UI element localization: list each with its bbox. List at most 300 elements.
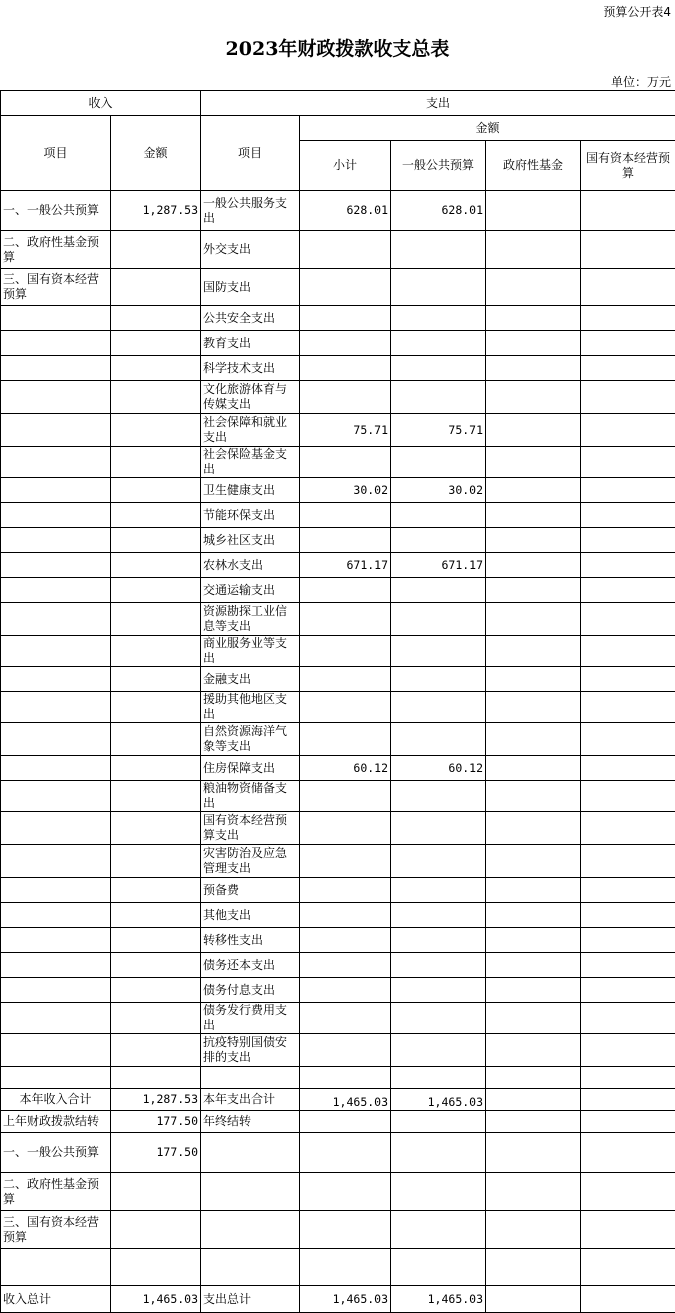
table-row [1, 447, 675, 478]
expense-subtotal [300, 978, 391, 1003]
expense-gov-fund [486, 503, 581, 528]
empty-cell [486, 1286, 581, 1313]
expense-general [391, 1003, 486, 1034]
expense-state-capital [581, 381, 675, 414]
income-item [1, 528, 111, 553]
expense-gov-fund [486, 1003, 581, 1034]
year-expense-general: 1,465.03 [391, 1089, 486, 1111]
total-row [1, 1133, 675, 1173]
income-item [1, 603, 111, 636]
header-income-item: 项目 [1, 116, 111, 191]
income-item: 一、一般公共预算 [1, 191, 111, 231]
income-item [1, 1034, 111, 1067]
empty-cell [581, 1211, 675, 1249]
income-item [1, 756, 111, 781]
expense-gov-fund [486, 478, 581, 503]
income-item [1, 578, 111, 603]
expense-state-capital [581, 269, 675, 306]
expense-state-capital [581, 528, 675, 553]
expense-gov-fund [486, 978, 581, 1003]
expense-general [391, 447, 486, 478]
finance-table [0, 90, 675, 1313]
table-row [1, 692, 675, 723]
expense-item: 社会保险基金支出 [201, 447, 300, 478]
header-subtotal: 小计 [300, 141, 391, 191]
income-item [1, 845, 111, 878]
expense-gov-fund [486, 928, 581, 953]
expense-gov-fund [486, 723, 581, 756]
expense-general [391, 528, 486, 553]
corner-label: 预算公开表4 [603, 3, 671, 20]
empty-cell [581, 1089, 675, 1111]
total-row [1, 1111, 675, 1133]
expense-general [391, 903, 486, 928]
header-income: 收入 [1, 91, 201, 116]
expense-general: 60.12 [391, 756, 486, 781]
expense-gov-fund [486, 667, 581, 692]
income-amount [111, 578, 201, 603]
empty-cell [300, 1111, 391, 1133]
expense-general [391, 331, 486, 356]
table-row [1, 503, 675, 528]
income-amount [111, 978, 201, 1003]
table-row [1, 414, 675, 447]
table-row [1, 903, 675, 928]
total-row [1, 1286, 675, 1313]
expense-subtotal [300, 231, 391, 269]
header-expense: 支出 [201, 91, 675, 116]
income-amount [111, 756, 201, 781]
expense-general [391, 812, 486, 845]
empty-cell [300, 1133, 391, 1173]
empty-cell [486, 1111, 581, 1133]
carry-amount: 177.50 [111, 1111, 201, 1133]
income-item [1, 1067, 111, 1089]
expense-state-capital [581, 692, 675, 723]
expense-gov-fund [486, 756, 581, 781]
expense-general [391, 845, 486, 878]
expense-gov-fund [486, 306, 581, 331]
expense-gov-fund [486, 269, 581, 306]
income-item [1, 503, 111, 528]
expense-state-capital [581, 845, 675, 878]
expense-general: 75.71 [391, 414, 486, 447]
income-amount [111, 636, 201, 667]
expense-general [391, 953, 486, 978]
carry-label: 上年财政拨款结转 [1, 1111, 111, 1133]
empty-cell [581, 1111, 675, 1133]
income-amount [111, 331, 201, 356]
expense-subtotal [300, 1003, 391, 1034]
expense-item: 债务发行费用支出 [201, 1003, 300, 1034]
year-income-label: 本年收入合计 [1, 1089, 111, 1111]
expense-item: 商业服务业等支出 [201, 636, 300, 667]
expense-item: 其他支出 [201, 903, 300, 928]
expense-item: 预备费 [201, 878, 300, 903]
income-amount [111, 414, 201, 447]
income-amount [111, 953, 201, 978]
income-item [1, 903, 111, 928]
expense-state-capital [581, 667, 675, 692]
empty-cell [581, 1249, 675, 1286]
income-amount [111, 928, 201, 953]
income-amount [111, 812, 201, 845]
expense-state-capital [581, 231, 675, 269]
expense-subtotal [300, 812, 391, 845]
income-item [1, 667, 111, 692]
expense-gov-fund [486, 781, 581, 812]
expense-item: 粮油物资储备支出 [201, 781, 300, 812]
expense-item: 一般公共服务支出 [201, 191, 300, 231]
table-row [1, 231, 675, 269]
income-amount [111, 503, 201, 528]
expense-subtotal [300, 781, 391, 812]
income-amount [111, 478, 201, 503]
expense-gov-fund [486, 578, 581, 603]
empty-cell [581, 1173, 675, 1211]
expense-gov-fund [486, 636, 581, 667]
table-row [1, 306, 675, 331]
table-row [1, 381, 675, 414]
table-row [1, 928, 675, 953]
income-item [1, 692, 111, 723]
year-income-amount: 1,287.53 [111, 1089, 201, 1111]
income-item [1, 1003, 111, 1034]
expense-general [391, 231, 486, 269]
empty-cell [391, 1249, 486, 1286]
expense-gov-fund [486, 191, 581, 231]
expense-general [391, 356, 486, 381]
empty-cell [391, 1133, 486, 1173]
table-row [1, 578, 675, 603]
expense-item: 国有资本经营预算支出 [201, 812, 300, 845]
income-amount [111, 723, 201, 756]
income-item [1, 878, 111, 903]
expense-item: 城乡社区支出 [201, 528, 300, 553]
carry-general-amount: 177.50 [111, 1133, 201, 1173]
expense-subtotal: 60.12 [300, 756, 391, 781]
empty-cell [391, 1173, 486, 1211]
expense-general [391, 978, 486, 1003]
expense-general [391, 306, 486, 331]
expense-subtotal [300, 1067, 391, 1089]
income-amount [111, 603, 201, 636]
expense-general [391, 603, 486, 636]
expense-general [391, 1034, 486, 1067]
empty-cell [201, 1211, 300, 1249]
expense-subtotal [300, 503, 391, 528]
expense-state-capital [581, 447, 675, 478]
table-row [1, 978, 675, 1003]
income-amount [111, 1003, 201, 1034]
empty-cell [201, 1173, 300, 1211]
expense-gov-fund [486, 1067, 581, 1089]
expense-state-capital [581, 478, 675, 503]
expense-subtotal [300, 447, 391, 478]
expense-subtotal [300, 903, 391, 928]
expense-subtotal: 75.71 [300, 414, 391, 447]
income-amount [111, 1067, 201, 1089]
expense-subtotal: 671.17 [300, 553, 391, 578]
empty-cell [391, 1211, 486, 1249]
expense-item: 卫生健康支出 [201, 478, 300, 503]
expense-subtotal [300, 1034, 391, 1067]
expense-general [391, 578, 486, 603]
expense-subtotal [300, 528, 391, 553]
empty-cell [391, 1111, 486, 1133]
income-amount [111, 1034, 201, 1067]
expense-general [391, 723, 486, 756]
expense-subtotal [300, 928, 391, 953]
table-row [1, 1067, 675, 1089]
table-row [1, 478, 675, 503]
table-row [1, 1034, 675, 1067]
grand-expense-label: 支出总计 [201, 1286, 300, 1313]
expense-subtotal [300, 636, 391, 667]
income-amount: 1,287.53 [111, 191, 201, 231]
expense-subtotal [300, 667, 391, 692]
income-item [1, 381, 111, 414]
expense-subtotal: 628.01 [300, 191, 391, 231]
expense-general: 671.17 [391, 553, 486, 578]
empty-cell [111, 1249, 201, 1286]
expense-general [391, 1067, 486, 1089]
income-item [1, 636, 111, 667]
expense-general [391, 636, 486, 667]
expense-item: 社会保障和就业支出 [201, 414, 300, 447]
income-amount [111, 553, 201, 578]
expense-state-capital [581, 1003, 675, 1034]
expense-general: 30.02 [391, 478, 486, 503]
header-general-budget: 一般公共预算 [391, 141, 486, 191]
expense-item [201, 1067, 300, 1089]
table-row [1, 845, 675, 878]
expense-item: 教育支出 [201, 331, 300, 356]
expense-gov-fund [486, 812, 581, 845]
expense-item: 公共安全支出 [201, 306, 300, 331]
expense-state-capital [581, 1034, 675, 1067]
income-item [1, 953, 111, 978]
expense-item: 节能环保支出 [201, 503, 300, 528]
table-row [1, 953, 675, 978]
income-amount [111, 269, 201, 306]
year-expense-label: 本年支出合计 [201, 1089, 300, 1111]
expense-subtotal [300, 356, 391, 381]
expense-state-capital [581, 1067, 675, 1089]
expense-state-capital [581, 331, 675, 356]
empty-cell [581, 1133, 675, 1173]
expense-state-capital [581, 723, 675, 756]
empty-cell [111, 1173, 201, 1211]
income-item [1, 306, 111, 331]
income-item [1, 356, 111, 381]
expense-state-capital [581, 636, 675, 667]
grand-income-amount: 1,465.03 [111, 1286, 201, 1313]
expense-gov-fund [486, 903, 581, 928]
expense-item: 抗疫特别国债安排的支出 [201, 1034, 300, 1067]
table-row [1, 356, 675, 381]
table-row [1, 723, 675, 756]
expense-subtotal [300, 578, 391, 603]
expense-subtotal [300, 381, 391, 414]
total-row [1, 1089, 675, 1111]
table-row [1, 553, 675, 578]
expense-gov-fund [486, 845, 581, 878]
expense-general [391, 503, 486, 528]
income-amount [111, 692, 201, 723]
expense-state-capital [581, 878, 675, 903]
year-end-label: 年终结转 [201, 1111, 300, 1133]
expense-state-capital [581, 356, 675, 381]
empty-cell [1, 1249, 111, 1286]
expense-subtotal: 30.02 [300, 478, 391, 503]
income-amount [111, 845, 201, 878]
expense-state-capital [581, 978, 675, 1003]
expense-state-capital [581, 603, 675, 636]
expense-item: 外交支出 [201, 231, 300, 269]
income-item [1, 812, 111, 845]
unit-label: 单位：万元 [611, 73, 671, 90]
expense-gov-fund [486, 692, 581, 723]
expense-item: 援助其他地区支出 [201, 692, 300, 723]
table-row [1, 756, 675, 781]
expense-subtotal [300, 603, 391, 636]
expense-gov-fund [486, 953, 581, 978]
empty-cell [300, 1211, 391, 1249]
empty-cell [486, 1133, 581, 1173]
empty-cell [111, 1211, 201, 1249]
empty-cell [486, 1089, 581, 1111]
income-amount [111, 903, 201, 928]
expense-state-capital [581, 306, 675, 331]
expense-general [391, 878, 486, 903]
expense-subtotal [300, 331, 391, 356]
expense-item: 科学技术支出 [201, 356, 300, 381]
expense-subtotal [300, 269, 391, 306]
empty-cell [486, 1211, 581, 1249]
income-item [1, 478, 111, 503]
empty-cell [201, 1133, 300, 1173]
total-row [1, 1173, 675, 1211]
income-amount [111, 306, 201, 331]
expense-item: 资源勘探工业信息等支出 [201, 603, 300, 636]
header-state-capital: 国有资本经营预算 [581, 141, 675, 191]
expense-general [391, 381, 486, 414]
table-row [1, 603, 675, 636]
expense-subtotal [300, 306, 391, 331]
income-item [1, 553, 111, 578]
expense-item: 债务还本支出 [201, 953, 300, 978]
page-title: 2023年财政拨款收支总表 [0, 34, 675, 61]
income-item [1, 723, 111, 756]
expense-general [391, 692, 486, 723]
income-item: 三、国有资本经营预算 [1, 269, 111, 306]
expense-gov-fund [486, 603, 581, 636]
empty-cell [300, 1249, 391, 1286]
table-row [1, 636, 675, 667]
income-item: 二、政府性基金预算 [1, 231, 111, 269]
expense-gov-fund [486, 356, 581, 381]
expense-state-capital [581, 553, 675, 578]
expense-gov-fund [486, 231, 581, 269]
empty-cell [486, 1173, 581, 1211]
table-row [1, 1003, 675, 1034]
income-item [1, 414, 111, 447]
income-item [1, 781, 111, 812]
header-expense-item: 项目 [201, 116, 300, 191]
income-amount [111, 381, 201, 414]
expense-item: 国防支出 [201, 269, 300, 306]
expense-gov-fund [486, 1034, 581, 1067]
expense-gov-fund [486, 331, 581, 356]
expense-state-capital [581, 953, 675, 978]
table-row [1, 331, 675, 356]
expense-item: 文化旅游体育与传媒支出 [201, 381, 300, 414]
expense-item: 转移性支出 [201, 928, 300, 953]
empty-cell [300, 1173, 391, 1211]
grand-income-label: 收入总计 [1, 1286, 111, 1313]
grand-expense-general: 1,465.03 [391, 1286, 486, 1313]
expense-item: 金融支出 [201, 667, 300, 692]
expense-state-capital [581, 191, 675, 231]
table-row [1, 269, 675, 306]
income-amount [111, 231, 201, 269]
expense-gov-fund [486, 553, 581, 578]
expense-state-capital [581, 414, 675, 447]
expense-subtotal [300, 953, 391, 978]
income-amount [111, 667, 201, 692]
table-row [1, 812, 675, 845]
expense-item: 住房保障支出 [201, 756, 300, 781]
expense-subtotal [300, 692, 391, 723]
income-item [1, 978, 111, 1003]
header-expense-amount: 金额 [300, 116, 675, 141]
expense-general [391, 269, 486, 306]
expense-gov-fund [486, 381, 581, 414]
header-income-amount: 金额 [111, 116, 201, 191]
income-item [1, 447, 111, 478]
carry-general-label: 一、一般公共预算 [1, 1133, 111, 1173]
expense-item: 自然资源海洋气象等支出 [201, 723, 300, 756]
total-row [1, 1211, 675, 1249]
expense-general [391, 928, 486, 953]
empty-cell [486, 1249, 581, 1286]
carry-fund-label: 二、政府性基金预算 [1, 1173, 111, 1211]
expense-subtotal [300, 878, 391, 903]
empty-cell [581, 1286, 675, 1313]
header-gov-fund: 政府性基金 [486, 141, 581, 191]
expense-gov-fund [486, 528, 581, 553]
expense-subtotal [300, 723, 391, 756]
expense-state-capital [581, 812, 675, 845]
income-amount [111, 356, 201, 381]
total-row [1, 1249, 675, 1286]
year-expense-subtotal: 1,465.03 [300, 1089, 391, 1111]
expense-gov-fund [486, 414, 581, 447]
expense-general [391, 781, 486, 812]
income-item [1, 928, 111, 953]
table-row [1, 781, 675, 812]
expense-state-capital [581, 503, 675, 528]
expense-gov-fund [486, 878, 581, 903]
expense-state-capital [581, 903, 675, 928]
expense-state-capital [581, 578, 675, 603]
grand-expense-subtotal: 1,465.03 [300, 1286, 391, 1313]
expense-general [391, 667, 486, 692]
income-item [1, 331, 111, 356]
income-amount [111, 781, 201, 812]
table-row [1, 528, 675, 553]
